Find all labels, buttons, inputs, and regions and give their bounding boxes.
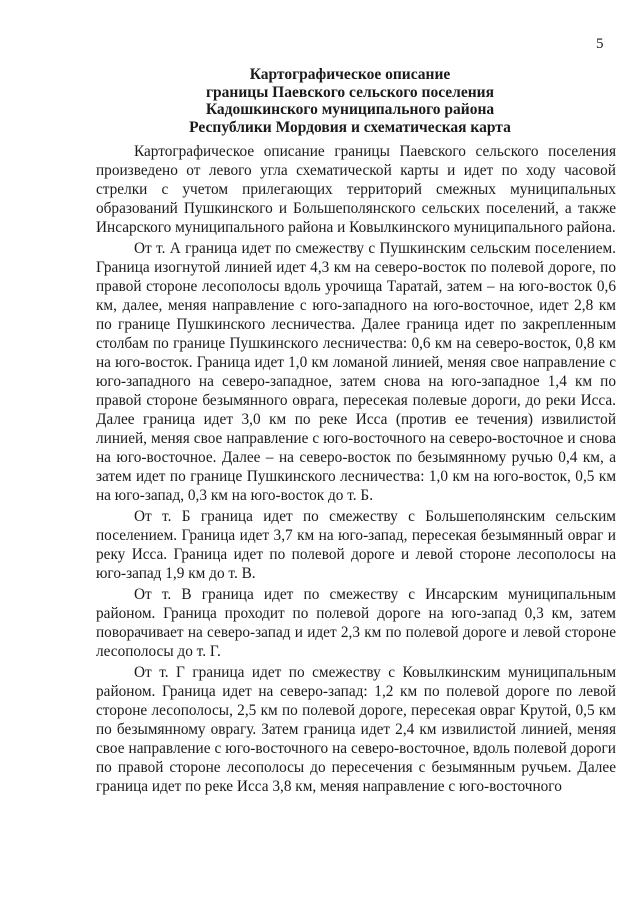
paragraph-point-g: От т. Г граница идет по смежеству с Ковылкинским муниципальным районом. Граница идет на северо-запад: 1,2 км по полевой дороге по левой стороне лесополосы, 2,5 км по полевой дороге, пересекая овраг Крутой, 0,5 км по безымянному оврагу. Затем граница идет 2,4 км извилистой линией, меняя свое направление с юго-восточного на северо-восточное, вдоль полевой дороги по правой стороне лесополосы до пересечения с безымянным ручьем. Далее граница идет по реке Исса 3,8 км, меняя направление с юго-восточного — [96, 664, 616, 795]
paragraph-point-v: От т. В граница идет по смежеству с Инсарским муниципальным районом. Граница проходит по полевой дороге на юго-запад 0,3 км, затем поворачивает на северо-запад и идет 2,3 км по полевой дороге и левой стороне лесополосы до т. Г. — [96, 586, 616, 660]
title-line-2: границы Паевского сельского поселения — [206, 83, 494, 101]
document-body — [96, 142, 616, 796]
page-number: 5 — [596, 36, 604, 52]
title-line-1: Картографическое описание — [249, 66, 451, 83]
title-line-4: Республики Мордовия и схематическая карта — [189, 118, 511, 136]
document-title — [84, 66, 616, 136]
paragraph-point-a: От т. А граница идет по смежеству с Пушкинским сельским поселением. Граница изогнутой линией идет 4,3 км на северо-восток по полевой дороге, по правой стороне лесополосы вдоль урочища Таратай, затем – на юго-восток 0,6 км, далее, меняя направление с юго-западного на юго-восточное, идет 2,8 км по границе Пушкинского лесничества. Далее граница идет по закрепленным столбам по границе Пушкинского лесничества: 0,6 км на северо-восток, 0,8 км на юго-восток. Граница идет 1,0 км ломаной линией, меняя свое направление с юго-западного на северо-западное, затем снова на юго-западное 1,4 км по правой стороне безымянного оврага, пересекая полевые дороги, до реки Исса. Далее граница идет 3,0 км по реке Исса (против ее течения) извилистой линией, меняя свое направление с юго-восточного на северо-восточное и снова на юго-восточное. Далее – на северо-восток по безымянному ручью 0,4 км, а затем идет по границе Пушкинского лесничества: 1,0 км на юго-восток, 0,5 км на юго-запад, 0,3 км на юго-восток до т. Б. — [96, 240, 616, 504]
title-line-3: Кадошкинского муниципального района — [205, 101, 495, 118]
paragraph-point-b: От т. Б граница идет по смежеству с Большеполянским сельским поселением. Граница идет 3,7 км на юго-запад, пересекая безымянный овраг и реку Исса. Граница идет по полевой дороге и левой стороне лесополосы на юго-запад 1,9 км до т. В. — [96, 508, 616, 582]
paragraph-intro: Картографическое описание границы Паевского сельского поселения произведено от левого угла схематической карты и идет по ходу часовой стрелки с учетом прилегающих территорий смежных муниципальных образований Пушкинского и Большеполянского сельских поселений, а также Инсарского муниципального района и Ковылкинского муниципального района. — [96, 143, 616, 236]
